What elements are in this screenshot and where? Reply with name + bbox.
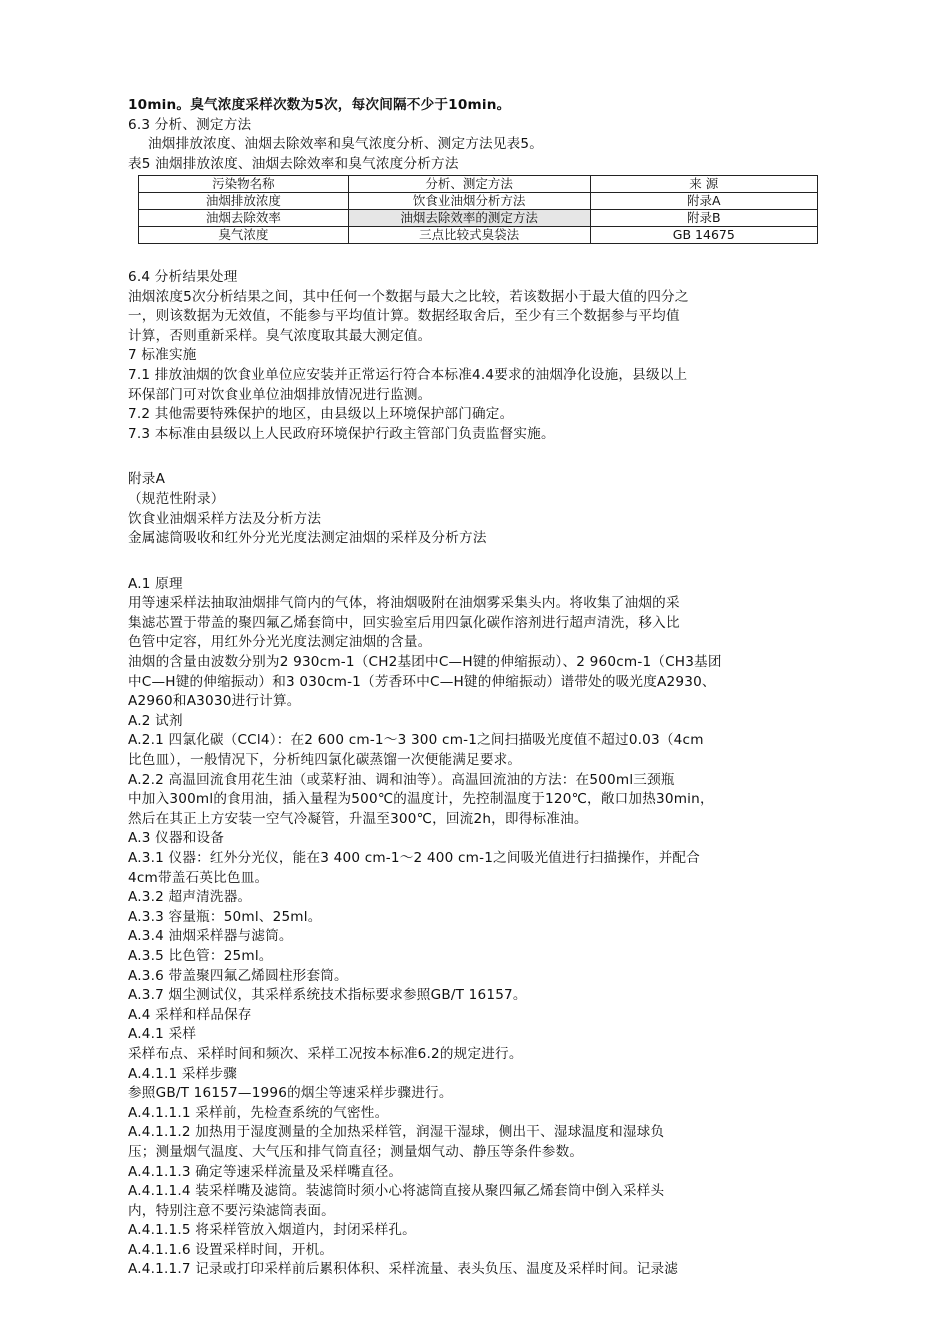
text-line: 7.1 排放油烟的饮食业单位应安装并正常运行符合本标准4.4要求的油烟净化设施，县级以上	[128, 366, 688, 383]
text-line: 参照GB/T 16157—1996的烟尘等速采样步骤进行。	[128, 1085, 453, 1102]
table-row	[139, 227, 818, 244]
text-line: A.3 仪器和设备	[128, 830, 225, 847]
table-caption: 表5 油烟排放浓度、油烟去除效率和臭气浓度分析方法	[128, 155, 459, 172]
document-page	[128, 96, 818, 1280]
table-row	[139, 193, 818, 210]
text-line: 集滤芯置于带盖的聚四氟乙烯套筒中，回实验室后用四氯化碳作溶剂进行超声清洗，移入比	[128, 614, 680, 631]
table-5	[138, 175, 818, 244]
text-line: A.2.1 四氯化碳（CCl4）：在2 600 cm-1～3 300 cm-1之间扫描吸光度值不超过0.03（4cm	[128, 732, 704, 749]
text-line: A.4.1.1 采样步骤	[128, 1065, 238, 1082]
table-cell: 三点比较式臭袋法	[348, 227, 590, 244]
text-line: 中C—H键的伸缩振动）和3 030cm-1（芳香环中C—H键的伸缩振动）谱带处的吸光度A2930、	[128, 673, 716, 690]
text-line: A.2.2 高温回流食用花生油（或菜籽油、调和油等）。高温回流油的方法：在500ml三颈瓶	[128, 771, 675, 788]
text-line: 中加入300ml的食用油，插入量程为500℃的温度计，先控制温度于120℃，敞口加热30min，	[128, 791, 714, 808]
spacer	[128, 248, 818, 268]
text-line: A.2 试剂	[128, 712, 183, 729]
text-line: 一，则该数据为无效值，不能参与平均值计算。数据经取舍后，至少有三个数据参与平均值	[128, 308, 680, 325]
text-line: A.4 采样和样品保存	[128, 1006, 252, 1023]
text-line: 压；测量烟气温度、大气压和排气筒直径；测量烟气动、静压等条件参数。	[128, 1143, 584, 1160]
table-header-row	[139, 176, 818, 193]
text-line: 然后在其正上方安装一空气冷凝管，升温至300℃，回流2h，即得标准油。	[128, 810, 588, 827]
text-line: A.1 原理	[128, 575, 183, 592]
text-line: 7.3 本标准由县级以上人民政府环境保护行政主管部门负责监督实施。	[128, 425, 555, 442]
appendix-subtitle: 饮食业油烟采样方法及分析方法	[128, 510, 322, 527]
text-line: A.3.1 仪器：红外分光仪，能在3 400 cm-1～2 400 cm-1之间吸光值进行扫描操作，并配合	[128, 850, 700, 866]
table-cell: GB 14675	[590, 227, 817, 244]
text-line: A.4.1.1.3 确定等速采样流量及采样嘴直径。	[128, 1163, 403, 1180]
text-line: 用等速采样法抽取油烟排气筒内的气体，将油烟吸附在油烟雾采集头内。将收集了油烟的采	[128, 595, 680, 612]
table-cell: 油烟去除效率的测定方法	[348, 210, 590, 227]
text-line: A.3.3 容量瓶：50ml、25ml。	[128, 908, 322, 925]
appendix-subtitle: 金属滤筒吸收和红外分光光度法测定油烟的采样及分析方法	[128, 530, 487, 547]
text-line: A2960和A3030进行计算。	[128, 693, 301, 710]
text-line: 10min。臭气浓度采样次数为5次，每次间隔不少于10min。	[128, 97, 511, 113]
text-line: A.4.1.1.4 装采样嘴及滤筒。装滤筒时须小心将滤筒直接从聚四氟乙烯套筒中倒入采样头	[128, 1183, 665, 1200]
text-line: A.4.1.1.7 记录或打印采样前后累积体积、采样流量、表头负压、温度及采样时间。记录滤	[128, 1261, 679, 1278]
text-line: 采样布点、采样时间和频次、采样工况按本标准6.2的规定进行。	[128, 1045, 523, 1062]
table-header-cell: 分析、测定方法	[348, 176, 590, 193]
text-line: 计算，否则重新采样。臭气浓度取其最大测定值。	[128, 327, 432, 344]
table-header-cell: 来 源	[590, 176, 817, 193]
table-cell: 油烟去除效率	[139, 210, 349, 227]
table-cell: 饮食业油烟分析方法	[348, 193, 590, 210]
appendix-body	[128, 575, 818, 1280]
text-line: A.3.6 带盖聚四氟乙烯圆柱形套筒。	[128, 967, 348, 984]
text-line: A.3.5 比色管：25ml。	[128, 947, 273, 964]
table-cell: 油烟排放浓度	[139, 193, 349, 210]
text-line: A.3.2 超声清洗器。	[128, 889, 252, 906]
text-line: 4cm带盖石英比色皿。	[128, 869, 269, 886]
section-heading: 7 标准实施	[128, 347, 197, 364]
text-line: A.3.7 烟尘测试仪，其采样系统技术指标要求参照GB/T 16157。	[128, 987, 527, 1004]
text-line: A.4.1.1.2 加热用于湿度测量的全加热采样管，润湿干湿球，侧出干、湿球温度和湿球负	[128, 1124, 665, 1141]
text-line: 油烟的含量由波数分别为2 930cm-1（CH2基团中C—H键的伸缩振动）、2 960cm-1（CH3基团	[128, 654, 722, 671]
spacer	[128, 444, 818, 470]
text-line: 油烟浓度5次分析结果之间，其中任何一个数据与最大之比较，若该数据小于最大值的四分之	[128, 288, 689, 305]
table-row	[139, 210, 818, 227]
text-line: 油烟排放浓度、油烟去除效率和臭气浓度分析、测定方法见表5。	[148, 136, 544, 153]
table-cell: 臭气浓度	[139, 227, 349, 244]
text-line: 色管中定容，用红外分光光度法测定油烟的含量。	[128, 634, 432, 651]
text-line: 7.2 其他需要特殊保护的地区，由县级以上环境保护部门确定。	[128, 406, 514, 423]
spacer	[128, 549, 818, 575]
text-line: A.4.1 采样	[128, 1026, 197, 1043]
table-cell: 附录A	[590, 193, 817, 210]
text-line: A.4.1.1.6 设置采样时间，开机。	[128, 1241, 334, 1258]
appendix-type: （规范性附录）	[128, 490, 225, 507]
text-line: 内，特别注意不要污染滤筒表面。	[128, 1202, 335, 1219]
section-heading: 6.4 分析结果处理	[128, 268, 238, 285]
section-heading: 6.3 分析、测定方法	[128, 116, 252, 133]
text-line: A.4.1.1.1 采样前，先检查系统的气密性。	[128, 1104, 389, 1121]
table-header-cell: 污染物名称	[139, 176, 349, 193]
text-line: A.3.4 油烟采样器与滤筒。	[128, 928, 293, 945]
table-cell: 附录B	[590, 210, 817, 227]
text-line: 环保部门可对饮食业单位油烟排放情况进行监测。	[128, 386, 432, 403]
text-line: 比色皿），一般情况下，分析纯四氯化碳蒸馏一次便能满足要求。	[128, 752, 522, 769]
text-line: A.4.1.1.5 将采样管放入烟道内，封闭采样孔。	[128, 1222, 416, 1239]
appendix-title: 附录A	[128, 471, 166, 488]
